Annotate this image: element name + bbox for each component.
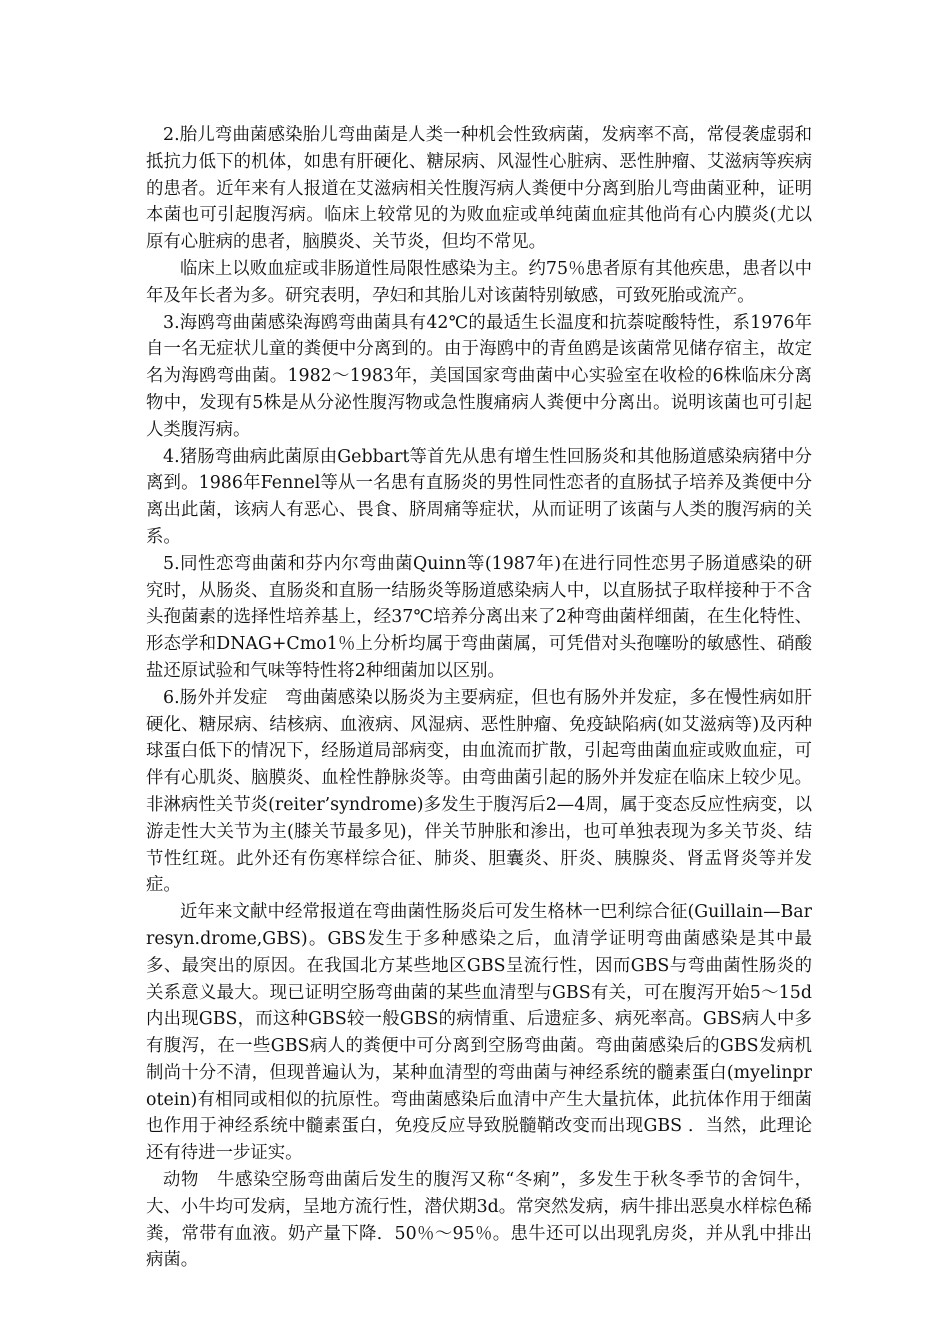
paragraph-extraintestinal-complications: 6.肠外并发症 弯曲菌感染以肠炎为主要病症，但也有肠外并发症，多在慢性病如肝硬化、糖尿病、结核病、血液病、风湿病、恶性肿瘤、免疫缺陷病(如艾滋病等)及丙种球蛋白低下的情况下，经肠道局部病变，由血流而扩散，引起弯曲菌血症或败血症，可伴有心肌炎、脑膜炎、血栓性静脉炎等。由弯曲菌引起的肠外并发症在临床上较少见。非淋病性关节炎(reiter’syndrome)多发生于腹泻后2—4周，属于变态反应性病变，以游走性大关节为主(膝关节最多见)，伴关节肿胀和渗出，也可单独表现为多关节炎、结节性红斑。此外还有伤寒样综合征、肺炎、胆囊炎、肝炎、胰腺炎、肾盂肾炎等并发症。 <box>146 687 812 896</box>
document-body <box>146 122 812 1274</box>
paragraph-clinical-septicemia: 临床上以败血症或非肠道性局限性感染为主。约75％患者原有其他疾患，患者以中年及年长者为多。研究表明，孕妇和其胎儿对该菌特别敏感，可致死胎或流产。 <box>146 258 812 306</box>
paragraph-homosexual-fennel-campylobacter: 5.同性恋弯曲菌和芬内尔弯曲菌Quinn等(1987年)在进行同性恋男子肠道感染的研究时，从肠炎、直肠炎和直肠一结肠炎等肠道感染病人中，以直肠拭子取样接种于不含头孢菌素的选择性培养基上，经37℃培养分离出来了2种弯曲菌样细菌，在生化特性、形态学和DNAG+Cmo1％上分析均属于弯曲菌属，可凭借对头孢噻吩的敏感性、硝酸盐还原试验和气味等特性将2种细菌加以区别。 <box>146 553 812 681</box>
paragraph-pig-intestinal-campylobacter: 4.猪肠弯曲病此菌原由Gebbart等首先从患有增生性回肠炎和其他肠道感染病猪中分离到。1986年Fennel等从一名患有直肠炎的男性同性恋者的直肠拭子培养及粪便中分离出此菌，该病人有恶心、畏食、脐周痛等症状，从而证明了该菌与人类的腹泻病的关系。 <box>146 446 812 547</box>
paragraph-gbs: 近年来文献中经常报道在弯曲菌性肠炎后可发生格林一巴利综合征(Guillain—Barresyn.drome,GBS)。GBS发生于多种感染之后，血清学证明弯曲菌感染是其中最多、最突出的原因。在我国北方某些地区GBS呈流行性，因而GBS与弯曲菌性肠炎的关系意义最大。现已证明空肠弯曲菌的某些血清型与GBS有关，可在腹泻开始5～15d内出现GBS，而这种GBS较一般GBS的病情重、后遗症多、病死率高。GBS病人中多有腹泻，在一些GBS病人的粪便中可分离到空肠弯曲菌。弯曲菌感染后的GBS发病机制尚十分不清，但现普遍认为，某种血清型的弯曲菌与神经系统的髓素蛋白(myelinprotein)有相同或相似的抗原性。弯曲菌感染后血清中产生大量抗体，此抗体作用于细菌也作用于神经系统中髓素蛋白，免疫反应导致脱髓鞘改变而出现GBS ．当然，此理论还有待进一步证实。 <box>146 902 812 1164</box>
paragraph-fetus-campylobacter: 2.胎儿弯曲菌感染胎儿弯曲菌是人类一种机会性致病菌，发病率不高，常侵袭虚弱和抵抗力低下的机体，如患有肝硬化、糖尿病、风湿性心脏病、恶性肿瘤、艾滋病等疾病的患者。近年来有人报道在艾滋病相关性腹泻病人粪便中分离到胎儿弯曲菌亚种，证明本菌也可引起腹泻病。临床上较常见的为败血症或单纯菌血症其他尚有心内膜炎(尤以原有心脏病的患者，脑膜炎、关节炎，但均不常见。 <box>146 125 812 253</box>
paragraph-gull-campylobacter: 3.海鸥弯曲菌感染海鸥弯曲菌具有42℃的最适生长温度和抗萘啶酸特性，系1976年自一名无症状儿童的粪便中分离到的。由于海鸥中的青鱼鸥是该菌常见储存宿主，故定名为海鸥弯曲菌。1982～1983年，美国国家弯曲菌中心实验室在收检的6株临床分离物中，发现有5株是从分泌性腹泻物或急性腹痛病人粪便中分离出。说明该菌也可引起人类腹泻病。 <box>146 312 812 440</box>
paragraph-animals: 动物 牛感染空肠弯曲菌后发生的腹泻又称“冬痢”，多发生于秋冬季节的舍饲牛，大、小牛均可发病，呈地方流行性，潜伏期3d。常突然发病，病牛排出恶臭水样棕色稀粪，常带有血液。奶产量下降．50％～95％。患牛还可以出现乳房炎，并从乳中排出病菌。 <box>146 1170 812 1271</box>
